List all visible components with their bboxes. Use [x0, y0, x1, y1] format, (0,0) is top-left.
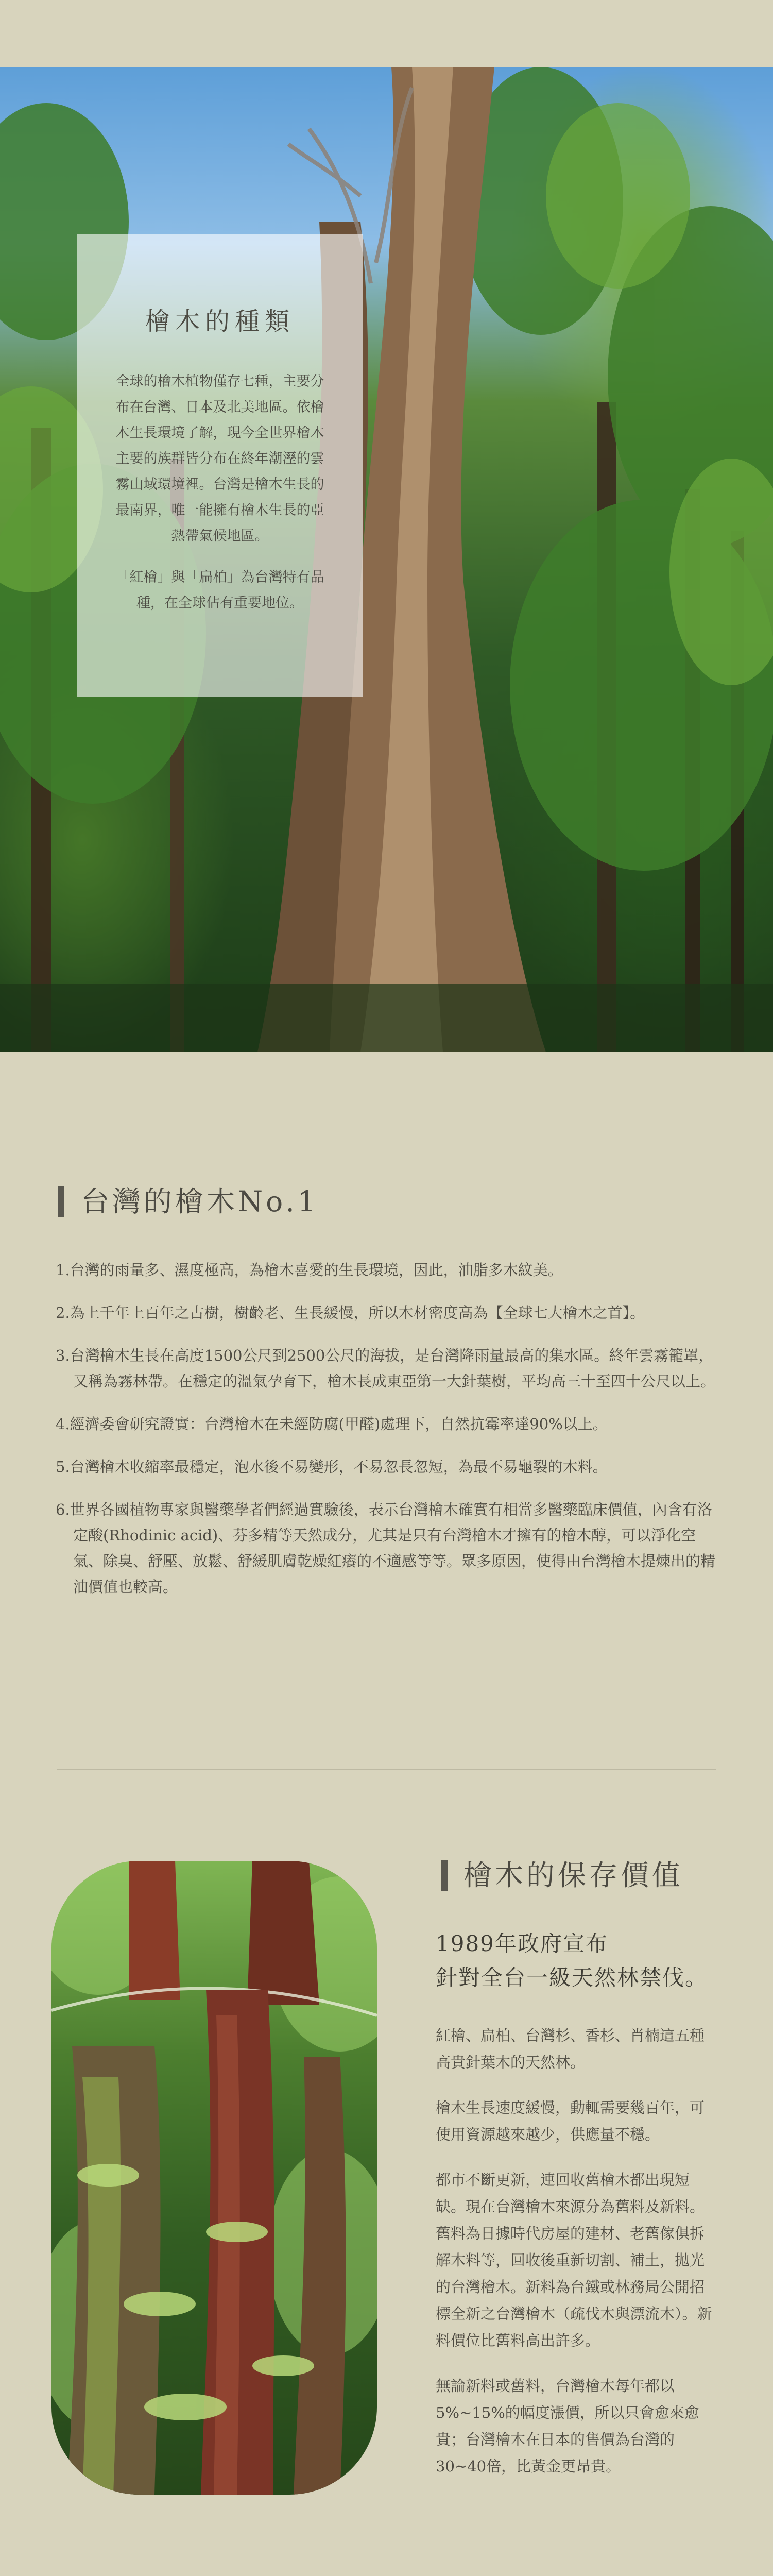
section-title-value: 檜木的保存價值: [441, 1860, 683, 1891]
fact-item: 4.經濟委會研究證實：台灣檜木在未經防腐(甲醛)處理下，自然抗霉率達90%以上。: [56, 1415, 608, 1433]
card-paragraph: 「紅檜」與「扁柏」為台灣特有品種，在全球佔有重要地位。: [115, 569, 324, 611]
value-paragraph: 無論新料或舊料，台灣檜木每年都以5%~15%的幅度漲價，所以只會愈來愈貴；台灣檜木在日本的售價為台灣的30~40倍，比黃金更昂貴。: [436, 2377, 699, 2475]
ban-headline-line: 針對全台一級天然林禁伐。: [436, 1965, 708, 1990]
mossy-trees-photo: [51, 1861, 377, 2495]
value-paragraph: 檜木生長速度緩慢，動輒需要幾百年，可使用資源越來越少，供應量不穩。: [436, 2099, 705, 2143]
card-title: 檜木的種類: [145, 307, 295, 336]
value-paragraph: 都市不斷更新，連回收舊檜木都出現短缺。現在台灣檜木來源分為舊料及新料。舊料為日據時代房屋的建材、老舊傢俱拆解木料等，回收後重新切割、補土，拋光的台灣檜木。新料為台鐵或林務局公開招標全新之台灣檜木（疏伐木與漂流木）。新料價位比舊料高出許多。: [436, 2171, 712, 2349]
section-title-taiwan: 台灣的檜木No.1: [58, 1186, 319, 1217]
tree-types-card: [77, 234, 363, 697]
mossy-trees-illustration: [51, 1861, 377, 2495]
fact-item: 1.台灣的雨量多、濕度極高，為檜木喜愛的生長環境，因此，油脂多木紋美。: [56, 1261, 563, 1279]
hero-forest-photo: [0, 67, 773, 1052]
ban-headline: [436, 1927, 724, 1995]
ban-headline-line: 1989年政府宣布: [436, 1931, 608, 1956]
value-body: [436, 2022, 716, 2498]
fact-item: 6.世界各國植物專家與醫藥學者們經過實驗後，表示台灣檜木確實有相當多醫藥臨床價值，內含有洛定酸(Rhodinic acid)、芬多精等天然成分，尤其是只有台灣檜木才擁有的檜木醇，可以淨化空氣、除臭、舒壓、放鬆、舒緩肌膚乾燥紅癢的不適感等等。眾多原因，使得由台灣檜木提煉出的精油價值也較高。: [56, 1501, 716, 1596]
fact-item: 2.為上千年上百年之古樹，樹齡老、生長緩慢，所以木材密度高為【全球七大檜木之首】。: [56, 1304, 645, 1321]
card-paragraph: 全球的檜木植物僅存七種，主要分布在台灣、日本及北美地區。依檜木生長環境了解，現今全世界檜木主要的族群皆分布在終年潮溼的雲霧山域環境裡。台灣是檜木生長的最南界，唯一能擁有檜木生長的亞熱帶氣候地區。: [115, 374, 324, 544]
facts-list: [56, 1257, 720, 1617]
section-divider: [57, 1769, 716, 1770]
value-paragraph: 紅檜、扁柏、台灣杉、香杉、肖楠這五種高貴針葉木的天然林。: [436, 2027, 705, 2071]
fact-item: 5.台灣檜木收縮率最穩定，泡水後不易變形，不易忽長忽短，為最不易龜裂的木料。: [56, 1458, 608, 1476]
fact-item: 3.台灣檜木生長在高度1500公尺到2500公尺的海拔，是台灣降雨量最高的集水區。終年雲霧籠罩，又稱為霧林帶。在穩定的溫氣孕育下，檜木長成東亞第一大針葉樹，平均高三十至四十公尺以上。: [56, 1347, 716, 1390]
